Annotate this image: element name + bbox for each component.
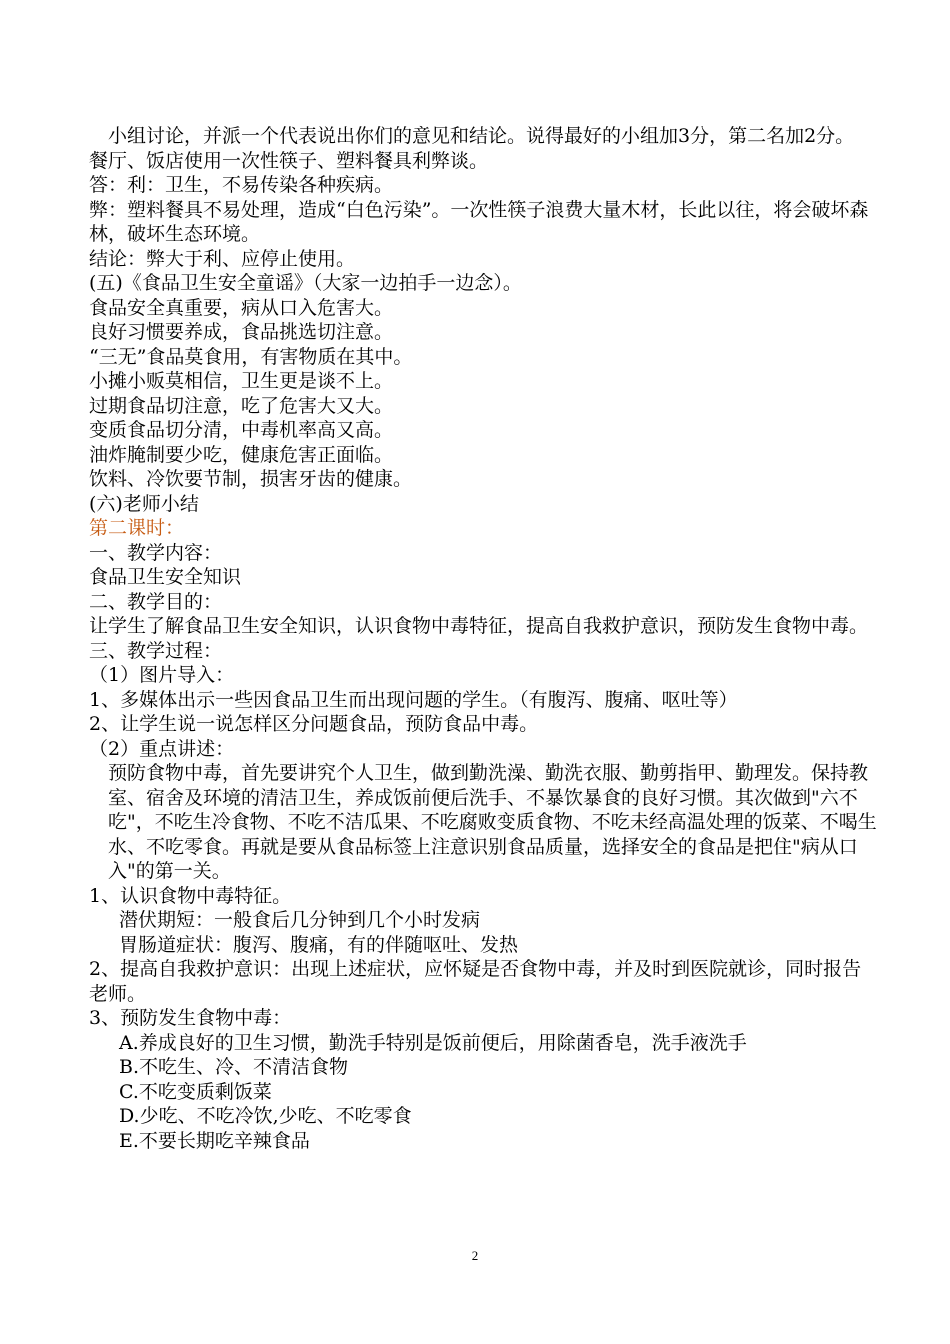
- list-item-detail: 潜伏期短：一般食后几分钟到几个小时发病: [119, 909, 481, 931]
- paragraph-answer-pros: 答：利：卫生，不易传染各种疾病。: [89, 174, 394, 196]
- list-item: 1、认识食物中毒特征。: [89, 884, 292, 907]
- paragraph-prevention: 预防食物中毒，首先要讲究个人卫生，做到勤洗澡、勤洗衣服、勤剪指甲、勤理发。保持教室、宿舍及环境的清洁卫生，养成饭前便后洗手、不暴饮暴食的良好习惯。其次做到"六不吃"，不吃生冷食物、不吃不洁瓜果、不吃腐败变质食物、不吃未经高温处理的饭菜、不喝生水、不吃零食。再就是要从食品标签上注意识别食品质量，选择安全的食品是把住"病从口入"的第一关。: [108, 762, 877, 882]
- rhyme-line: “三无”食品莫食用，有害物质在其中。: [89, 345, 413, 368]
- rhyme-line: 变质食品切分清，中毒机率高又高。: [89, 419, 394, 441]
- rhyme-line: 饮料、冷饮要节制，损害牙齿的健康。: [89, 468, 413, 490]
- paragraph-pros-cons-title: 餐厅、饭店使用一次性筷子、塑料餐具利弊谈。: [89, 149, 489, 172]
- lesson-two-heading: 第二课时：: [89, 517, 185, 539]
- subheading-key-points: （2）重点讲述：: [89, 737, 235, 760]
- document-page: [89, 124, 879, 1153]
- heading-teaching-process: 三、教学过程：: [89, 639, 223, 662]
- rhyme-line: 良好习惯要养成，食品挑选切注意。: [89, 321, 394, 343]
- list-item: 2、让学生说一说怎样区分问题食品，预防食品中毒。: [89, 713, 539, 735]
- list-item: 2、提高自我救护意识：出现上述症状，应怀疑是否食物中毒，并及时到医院就诊，同时报告老师。: [89, 958, 862, 1005]
- list-item-detail: E.不要长期吃辛辣食品: [119, 1129, 310, 1152]
- section-heading-summary: (六)老师小结: [89, 492, 199, 515]
- list-item-detail: C.不吃变质剩饭菜: [119, 1080, 272, 1103]
- rhyme-line: 小摊小贩莫相信，卫生更是谈不上。: [89, 370, 394, 392]
- page-number: 2: [471, 1248, 479, 1263]
- section-heading-rhyme: (五)《食品卫生安全童谣》（大家一边拍手一边念）。: [89, 272, 522, 294]
- paragraph-group-discussion: 小组讨论，并派一个代表说出你们的意见和结论。说得最好的小组加3分，第二名加2分。: [108, 125, 855, 147]
- rhyme-line: 食品安全真重要，病从口入危害大。: [89, 296, 394, 319]
- rhyme-line: 油炸腌制要少吃，健康危害正面临。: [89, 443, 394, 466]
- teaching-goal-text: 让学生了解食品卫生安全知识，认识食物中毒特征，提高自我救护意识，预防发生食物中毒。: [89, 615, 869, 637]
- subheading-picture-intro: （1）图片导入：: [89, 664, 235, 686]
- rhyme-line: 过期食品切注意，吃了危害大又大。: [89, 394, 394, 417]
- teaching-content-text: 食品卫生安全知识: [89, 566, 242, 588]
- list-item: 1、多媒体出示一些因食品卫生而出现问题的学生。（有腹泻、腹痛、呕吐等）: [89, 688, 738, 711]
- paragraph-cons: 弊：塑料餐具不易处理，造成“白色污染”。一次性筷子浪费大量木材，长此以往，将会破坏森林，破坏生态环境。: [89, 198, 869, 245]
- list-item: 3、预防发生食物中毒：: [89, 1007, 292, 1029]
- list-item-detail: A.养成良好的卫生习惯，勤洗手特别是饭前便后，用除菌香皂，洗手液洗手: [119, 1031, 747, 1054]
- heading-teaching-goal: 二、教学目的：: [89, 590, 223, 613]
- list-item-detail: 胃肠道症状：腹泻、腹痛，有的伴随呕吐、发热: [119, 933, 519, 956]
- paragraph-conclusion: 结论：弊大于利、应停止使用。: [89, 247, 356, 270]
- heading-teaching-content: 一、教学内容：: [89, 541, 223, 564]
- list-item-detail: D.少吃、不吃冷饮,少吃、不吃零食: [119, 1105, 412, 1127]
- list-item-detail: B.不吃生、冷、不清洁食物: [119, 1056, 349, 1078]
